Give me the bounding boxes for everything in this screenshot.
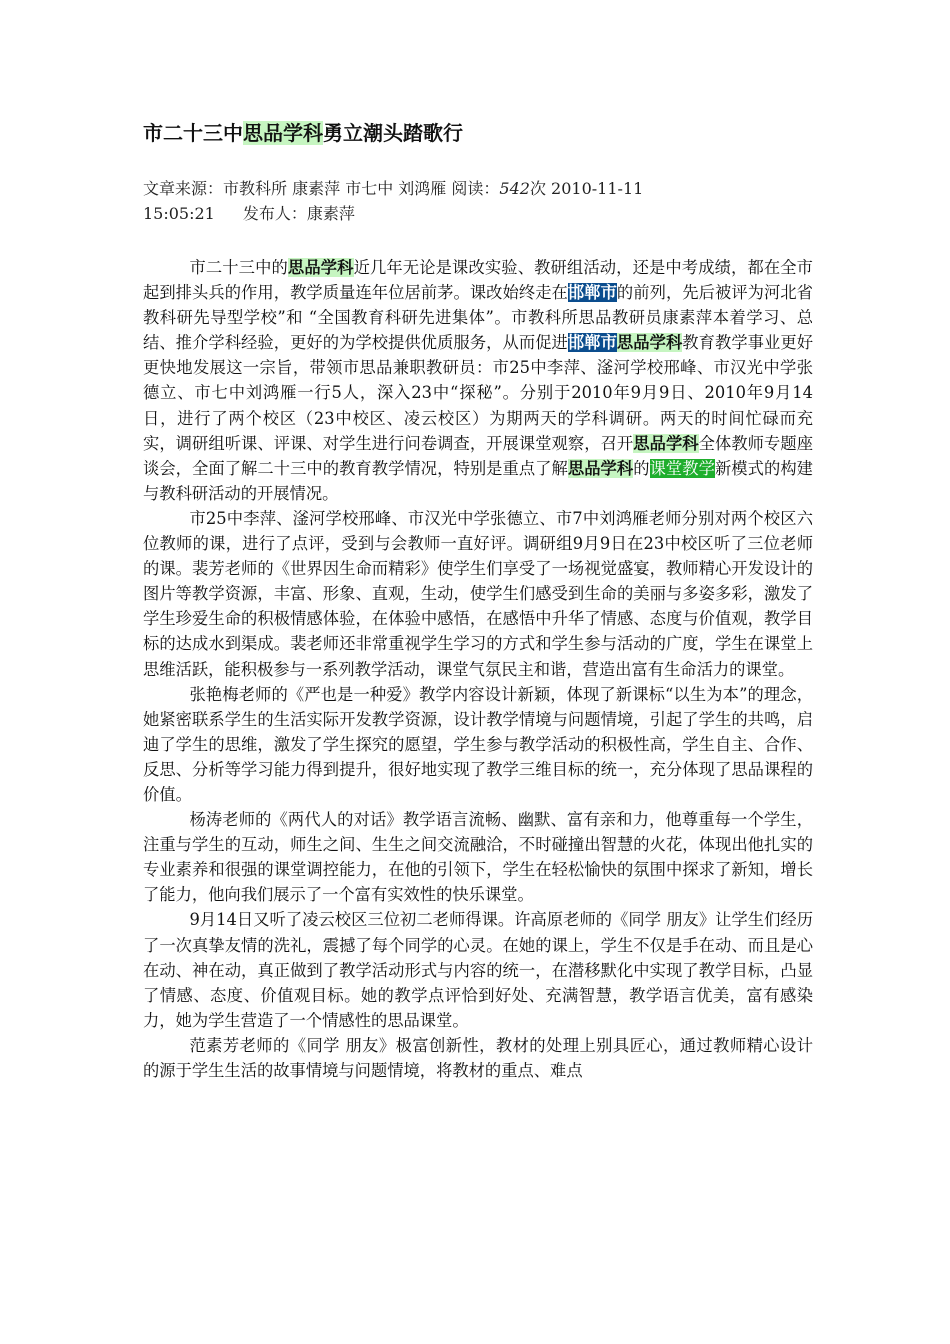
keyword-highlight: 思品学科 xyxy=(616,333,683,353)
publisher-value: 康素萍 xyxy=(306,204,355,223)
title-highlight-keyword: 思品学科 xyxy=(243,121,323,145)
place-highlight: 邯郸市 xyxy=(567,333,617,353)
paragraph-4: 杨涛老师的《两代人的对话》教学语言流畅、幽默、富有亲和力，他尊重每一个学生，注重与学生的互动，师生之间、生生之间交流融洽，不时碰撞出智慧的火花，体现出他扎实的专业素养和很强的课堂调控能力，在他的引领下，学生在轻松愉快的氛围中探求了新知，增长了能力，他向我们展示了一个富有实效性的快乐课堂。 xyxy=(143,810,813,905)
keyword-highlight: 思品学科 xyxy=(287,258,354,277)
place-highlight: 邯郸市 xyxy=(567,283,617,303)
article-title xyxy=(143,118,813,148)
publish-time: 15:05:21 xyxy=(143,204,215,223)
keyword-highlight: 思品学科 xyxy=(567,458,634,478)
source-value: 市教科所 康素萍 市七中 刘鸿雁 xyxy=(223,179,447,198)
publisher-label: 发布人： xyxy=(242,204,307,223)
publish-date: 2010-11-11 xyxy=(551,179,644,198)
keyword-highlight: 思品学科 xyxy=(633,433,699,453)
read-count: 542 xyxy=(499,179,530,198)
article-body xyxy=(143,255,813,1083)
paragraph-2: 市25中李萍、滏河学校邢峰、市汉光中学张德立、市7中刘鸿雁老师分别对两个校区六位教师的课，进行了点评，受到与会教师一直好评。调研组9月9日在23中校区听了三位老师的课。裴芳老师的《世界因生命而精彩》使学生们享受了一场视觉盛宴，教师精心开发设计的图片等教学资源，丰富、形象、直观，生动，使学生们感受到生命的美丽与多姿多彩，激发了学生珍爱生命的积极情感体验，在体验中感悟，在感悟中升华了情感、态度与价值观，教学目标的达成水到渠成。裴老师还非常重视学生学习的方式和学生参与活动的广度，学生在课堂上思维活跃，能积极参与一系列教学活动，课堂气氛民主和谐，营造出富有生命活力的课堂。 xyxy=(143,508,813,679)
read-label: 阅读： xyxy=(451,179,500,198)
read-unit: 次 xyxy=(529,179,546,198)
source-label: 文章来源： xyxy=(143,179,224,198)
paragraph-1: 市二十三中的思品学科近几年无论是课改实验、教研组活动，还是中考成绩，都在全市起到排头兵的作用，教学质量连年位居前茅。课改始终走在邯郸市的前列，先后被评为河北省教科研先导型学校”和 “全国教育科研先进集体”。市教科所思品教研员康素萍本着学习、总结、推介学科经验，更好的为学校提供优质服务，从而促进邯郸市思品学科教育教学事业更好更快地发展这一宗旨，带领市思品兼职教研员：市25中李萍、滏河学校邢峰、市汉光中学张德立、市七中刘鸿雁一行5人，深入23中“探秘”。分别于2010年9月9日、2010年9月14日，进行了两个校区（23中校区、凌云校区）为期两天的学科调研。两天的时间忙碌而充实，调研组听课、评课、对学生进行问卷调查，开展课堂观察，召开思品学科全体教师专题座谈会，全面了解二十三中的教育教学情况，特别是重点了解思品学科的课堂教学新模式的构建与教科研活动的开展情况。 xyxy=(143,258,813,503)
title-text: 勇立潮头踏歌行 xyxy=(323,121,463,145)
keyword-highlight-strong: 课堂教学 xyxy=(649,458,715,478)
paragraph-3: 张艳梅老师的《严也是一种爱》教学内容设计新颖，体现了新课标“以生为本”的理念，她紧密联系学生的生活实际开发教学资源，设计教学情境与问题情境，引起了学生的共鸣，启迪了学生的思维，激发了学生探究的愿望，学生参与教学活动的积极性高，学生自主、合作、反思、分析等学习能力得到提升，很好地实现了教学三维目标的统一，充分体现了思品课程的价值。 xyxy=(143,684,813,804)
article-meta xyxy=(143,176,813,226)
title-text: 市二十三中 xyxy=(143,121,243,145)
paragraph-5: 9月14日又听了凌云校区三位初二老师得课。许高原老师的《同学 朋友》让学生们经历了一次真挚友情的洗礼，震撼了每个同学的心灵。在她的课上，学生不仅是手在动、而且是心在动、神在动，真正做到了教学活动形式与内容的统一，在潜移默化中实现了教学目标，凸显了情感、态度、价值观目标。她的教学点评恰到好处、充满智慧，教学语言优美，富有感染力，她为学生营造了一个情感性的思品课堂。 xyxy=(143,910,813,1030)
article xyxy=(143,118,813,1083)
paragraph-6: 范素芳老师的《同学 朋友》极富创新性，教材的处理上别具匠心，通过教师精心设计的源于学生生活的故事情境与问题情境，将教材的重点、难点 xyxy=(143,1035,813,1080)
